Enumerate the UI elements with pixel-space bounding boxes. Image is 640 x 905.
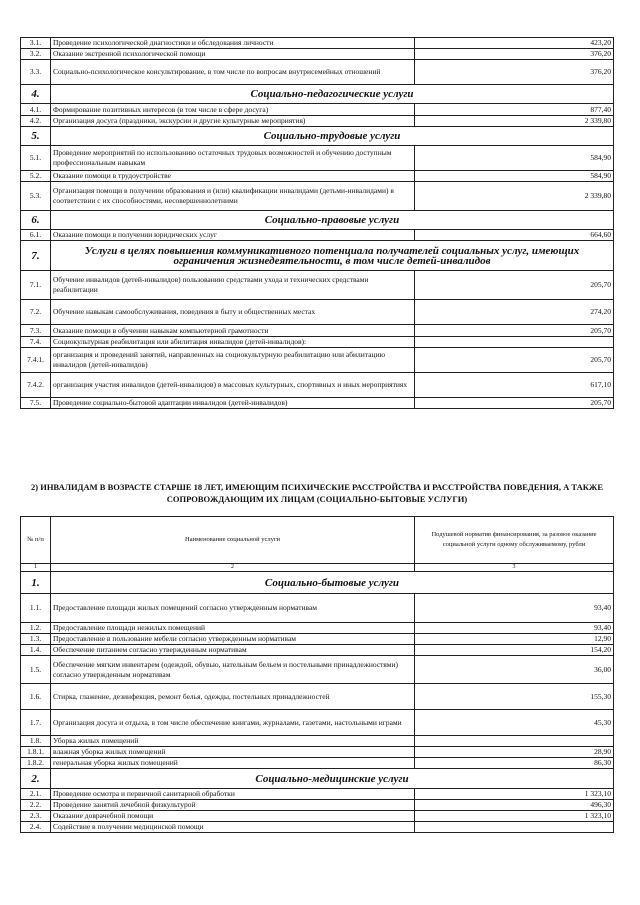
- service-price: 45,30: [415, 710, 614, 736]
- section-title: Услуги в целях повышения коммуникативного потенциала получателей социальных услуг, имеющих ограничения жизнедеятельности, в том числе детей-инвалидов: [51, 241, 614, 271]
- table-row: [21, 171, 614, 182]
- column-header-name: Наименование социальной услуги: [51, 517, 415, 564]
- table-row: [21, 373, 614, 398]
- service-name: Проведение мероприятий по использованию остаточных трудовых возможностей и обучению доступным профессиональным навыкам: [51, 146, 415, 171]
- service-name: Уборка жилых помещений: [51, 736, 415, 747]
- service-price: 154,20: [415, 645, 614, 656]
- service-number: 1.2.: [21, 623, 51, 634]
- service-number: 1.5.: [21, 656, 51, 684]
- table-row: [21, 736, 614, 747]
- service-price: 584,90: [415, 171, 614, 182]
- service-number: 7.3.: [21, 325, 51, 337]
- service-name: Обеспечение мягким инвентарем (одеждой, обувью, нательным бельем и постельными принадлежностями) согласно утвержденным нормативам: [51, 656, 415, 684]
- service-name: Проведение осмотра и первичной санитарной обработки: [51, 789, 415, 800]
- service-name: Проведение психологической диагностики и обследования личности: [51, 38, 415, 49]
- service-price: [415, 822, 614, 833]
- service-number: 2.2.: [21, 800, 51, 811]
- table-row: [21, 38, 614, 49]
- service-number: 5.2.: [21, 171, 51, 182]
- service-number: 1.1.: [21, 594, 51, 623]
- section-2-heading: 2) ИНВАЛИДАМ В ВОЗРАСТЕ СТАРШЕ 18 ЛЕТ, ИМЕЮЩИМ ПСИХИЧЕСКИЕ РАССТРОЙСТВА И РАССТРОЙСТВА ПОВЕДЕНИЯ, А ТАКЖЕ СОПРОВОЖДАЮЩИМ ИХ ЛИЦАМ (СОЦИАЛЬНО-БЫТОВЫЕ УСЛУГИ): [31, 482, 603, 504]
- section-number: 2.: [21, 769, 51, 789]
- table-row: [21, 116, 614, 127]
- service-name: Организация помощи в получении образования и (или) квалификации инвалидами (детьми-инвалидами) в соответствии с их способностями, несовершеннолетними: [51, 182, 415, 211]
- table-row: [21, 634, 614, 645]
- table-row: [21, 104, 614, 116]
- service-number: 2.4.: [21, 822, 51, 833]
- service-price: 496,30: [415, 800, 614, 811]
- service-number: 3.3.: [21, 60, 51, 85]
- service-number: 3.2.: [21, 49, 51, 60]
- service-name: Формирование позитивных интересов (в том числе в сфере досуга): [51, 104, 415, 116]
- service-number: 7.1.: [21, 271, 51, 300]
- section-title: Социально-трудовые услуги: [51, 127, 614, 146]
- service-price: 617,10: [415, 373, 614, 398]
- column-header-number: № п/п: [21, 517, 51, 564]
- service-price: 1 323,10: [415, 789, 614, 800]
- service-number: 4.2.: [21, 116, 51, 127]
- section-number: 6.: [21, 211, 51, 230]
- service-price: [415, 337, 614, 348]
- column-index-2: 2: [51, 564, 415, 572]
- service-price: 274,20: [415, 300, 614, 325]
- service-price: 584,90: [415, 146, 614, 171]
- service-price: 205,70: [415, 398, 614, 409]
- service-price: 2 339,80: [415, 182, 614, 211]
- service-price: 2 339,80: [415, 116, 614, 127]
- section-number: 4.: [21, 85, 51, 104]
- service-number: 7.4.2.: [21, 373, 51, 398]
- table-row: [21, 300, 614, 325]
- section-row: [21, 572, 614, 594]
- service-number: 6.1.: [21, 230, 51, 241]
- service-name: Предоставление площади нежилых помещений: [51, 623, 415, 634]
- service-name: Предоставление площади жилых помещений согласно утвержденным нормативам: [51, 594, 415, 623]
- section-title: Социально-бытовые услуги: [51, 572, 614, 594]
- service-number: 5.1.: [21, 146, 51, 171]
- service-number: 7.4.1.: [21, 348, 51, 373]
- section-title: Социально-правовые услуги: [51, 211, 614, 230]
- section-number: 5.: [21, 127, 51, 146]
- service-price: 205,70: [415, 271, 614, 300]
- service-number: 1.6.: [21, 684, 51, 710]
- table-row: [21, 656, 614, 684]
- service-number: 4.1.: [21, 104, 51, 116]
- table-row: [21, 710, 614, 736]
- service-price: 664,60: [415, 230, 614, 241]
- section-title: Социально-медицинские услуги: [51, 769, 614, 789]
- service-price: 36,00: [415, 656, 614, 684]
- service-number: 5.3.: [21, 182, 51, 211]
- table-row: [21, 60, 614, 85]
- service-price: 28,90: [415, 747, 614, 758]
- column-index-1: 1: [21, 564, 51, 572]
- section-row: [21, 241, 614, 271]
- service-number: 2.1.: [21, 789, 51, 800]
- service-name: Обучение навыкам самообслуживания, поведения в быту и общественных местах: [51, 300, 415, 325]
- service-number: 1.4.: [21, 645, 51, 656]
- service-name: Проведение социально-бытовой адаптации инвалидов (детей-инвалидов): [51, 398, 415, 409]
- table-row: [21, 811, 614, 822]
- table-row: [21, 594, 614, 623]
- table-row: [21, 800, 614, 811]
- section-number: 7.: [21, 241, 51, 271]
- service-name: Социокультурная реабилитация или абилитация инвалидов (детей-инвалидов):: [51, 337, 415, 348]
- service-name: Оказание помощи в получении юридических услуг: [51, 230, 415, 241]
- service-name: организация и проведений занятий, направленных на социокультурную реабилитацию или абилитацию инвалидов (детей-инвалидов): [51, 348, 415, 373]
- service-name: Оказание помощи в обучении навыкам компьютерной грамотности: [51, 325, 415, 337]
- service-name: генеральная уборка жилых помещений: [51, 758, 415, 769]
- service-name: Оказание доврачебной помощи: [51, 811, 415, 822]
- table-row: [21, 758, 614, 769]
- service-price: 93,40: [415, 623, 614, 634]
- service-number: 7.2.: [21, 300, 51, 325]
- service-name: Оказание экстренной психологической помощи: [51, 49, 415, 60]
- table-row: [21, 747, 614, 758]
- table-row: [21, 182, 614, 211]
- section-row: [21, 769, 614, 789]
- service-number: 1.8.: [21, 736, 51, 747]
- service-price: 205,70: [415, 325, 614, 337]
- service-name: Проведение занятий лечебной физкультурой: [51, 800, 415, 811]
- service-price: 877,40: [415, 104, 614, 116]
- section-number: 1.: [21, 572, 51, 594]
- section-row: [21, 211, 614, 230]
- table-row: [21, 398, 614, 409]
- service-number: 7.4.: [21, 337, 51, 348]
- service-name: Социально-психологическое консультирование, в том числе по вопросам внутрисемейных отношений: [51, 60, 415, 85]
- service-name: Содействие в получении медицинской помощи: [51, 822, 415, 833]
- table-row: [21, 230, 614, 241]
- service-price: 1 323,10: [415, 811, 614, 822]
- service-number: 7.5.: [21, 398, 51, 409]
- table-row: [21, 337, 614, 348]
- service-name: влажная уборка жилых помещений: [51, 747, 415, 758]
- service-name: Организация досуга и отдыха, в том числе обеспечение книгами, журналами, газетами, настольными играми: [51, 710, 415, 736]
- service-number: 2.3.: [21, 811, 51, 822]
- table-row: [21, 822, 614, 833]
- service-price: 376,20: [415, 60, 614, 85]
- section-row: [21, 85, 614, 104]
- service-price: 12,90: [415, 634, 614, 645]
- service-number: 3.1.: [21, 38, 51, 49]
- section-row: [21, 127, 614, 146]
- table-row: [21, 49, 614, 60]
- service-name: Обеспечение питанием согласно утвержденным нормативам: [51, 645, 415, 656]
- section-title: Социально-педагогические услуги: [51, 85, 614, 104]
- service-name: организация участия инвалидов (детей-инвалидов) в массовых культурных, спортивных и иных мероприятиях: [51, 373, 415, 398]
- service-price: 155,30: [415, 684, 614, 710]
- table-row: [21, 348, 614, 373]
- table-row: [21, 271, 614, 300]
- column-index-row: [21, 564, 614, 572]
- services-table-2: [20, 516, 614, 833]
- service-price: 86,30: [415, 758, 614, 769]
- service-name: Стирка, глажение, дезинфекция, ремонт белья, одежды, постельных принадлежностей: [51, 684, 415, 710]
- service-number: 1.8.1.: [21, 747, 51, 758]
- service-name: Предоставление в пользование мебели согласно утвержденным нормативам: [51, 634, 415, 645]
- table-header-row: [21, 517, 614, 564]
- service-name: Оказание помощи в трудоустройстве: [51, 171, 415, 182]
- table-row: [21, 645, 614, 656]
- service-price: 205,70: [415, 348, 614, 373]
- table-row: [21, 146, 614, 171]
- column-header-value: Подушевой норматив финансирования, за разовое оказание социальной услуги одному обслуживаемому, рубли: [415, 517, 614, 564]
- table-row: [21, 325, 614, 337]
- service-price: 93,40: [415, 594, 614, 623]
- table-row: [21, 789, 614, 800]
- table-row: [21, 684, 614, 710]
- service-number: 1.7.: [21, 710, 51, 736]
- service-name: Обучение инвалидов (детей-инвалидов) пользованию средствами ухода и технических средствами реабилитации: [51, 271, 415, 300]
- service-price: 423,20: [415, 38, 614, 49]
- table-row: [21, 623, 614, 634]
- service-price: [415, 736, 614, 747]
- service-name: Организация досуга (праздники, экскурсии и другие культурные мероприятия): [51, 116, 415, 127]
- service-number: 1.8.2.: [21, 758, 51, 769]
- service-number: 1.3.: [21, 634, 51, 645]
- service-price: 376,20: [415, 49, 614, 60]
- column-index-3: 3: [415, 564, 614, 572]
- services-table-1: [20, 37, 614, 409]
